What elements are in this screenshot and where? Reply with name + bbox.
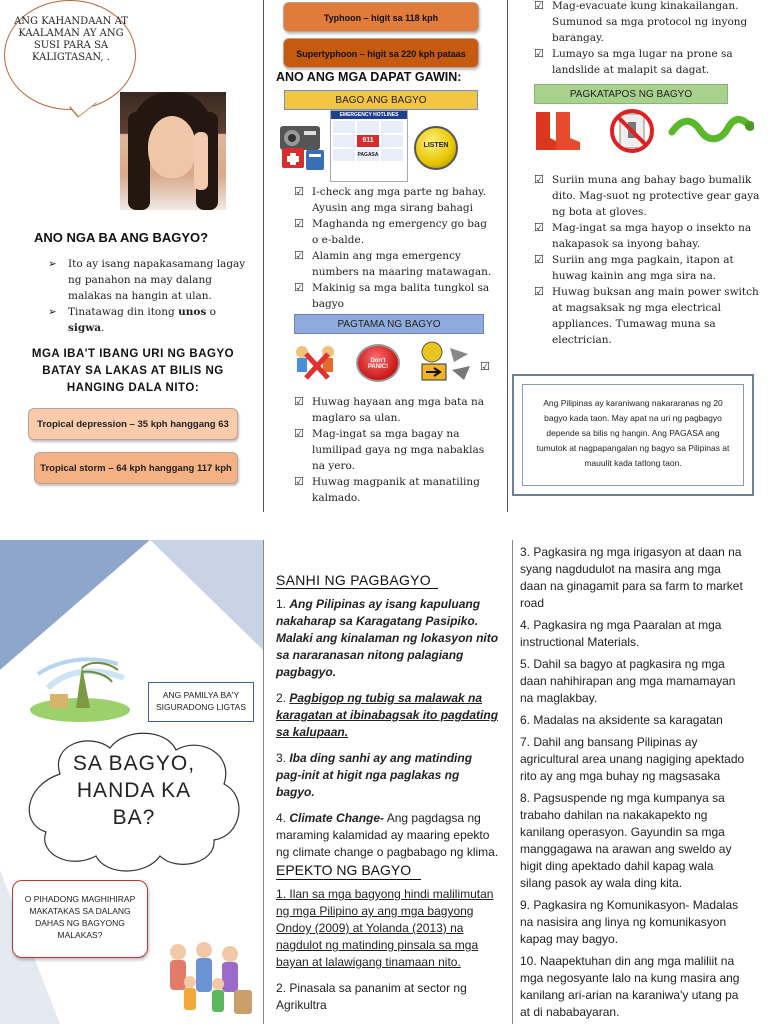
student-photo xyxy=(120,92,226,210)
typhoon-facts-text: Ang Pilipinas ay karaniwang nakararanas ng 20 bagyo kada taon. May apat na uri ng pagbagyo depende sa bilis ng hangin. Ang PAGASA ang tumutok at nagpapangalan ng bagyo sa Pilipinas at mauulit kada tatlong taon. xyxy=(536,398,730,468)
list-item: 4. Pagkasira ng mga Paaralan at mga instructional Materials. xyxy=(520,618,722,649)
typhoon-label: Typhoon – higit sa 118 kph xyxy=(283,2,479,32)
list-item: 3. Pagkasira ng mga irigasyon at daan na syang nagdudulot na masira ang mga daan na ginagamit para sa farm to market road xyxy=(520,545,743,610)
list-item: ☑ Huwag hayaan ang mga bata na maglaro sa ulan. xyxy=(294,395,484,424)
children-playing-icon xyxy=(288,342,346,384)
list-item: 6. Madalas na aksidente sa karagatan xyxy=(520,713,723,727)
rubber-boots-icon xyxy=(530,108,584,154)
list-item: 5. Dahil sa bagyo at pagkasira ng mga daan nahihirapan ang mga mamamayan na maglakbay. xyxy=(520,657,736,705)
list-item: 9. Pagkasira ng Komunikasyon- Madalas na nasisira ang linya ng komunikasyon kapag may bagyo. xyxy=(520,898,739,946)
after-typhoon-banner: PAGKATAPOS NG BAGYO xyxy=(534,84,728,104)
evacuate-list xyxy=(534,0,760,78)
what-to-do-heading: ANO ANG MGA DAPAT GAWIN: xyxy=(276,70,462,84)
list-item: ☑ I-check ang mga parte ng bahay. Ayusin ang mga sirang bahagi xyxy=(294,185,486,214)
flying-debris-icon xyxy=(410,340,472,384)
info-frame xyxy=(512,374,754,496)
tropical-depression-label: Tropical depression – 35 kph hanggang 63 xyxy=(28,408,238,440)
quote-text: ANG KAHANDAAN AT KAALAMAN AY ANG SUSI PARA SA KALIGTASAN, . xyxy=(14,16,128,63)
snake-icon xyxy=(668,114,754,144)
dont-panic-button-icon: Don't PANIC! xyxy=(356,344,400,382)
panel-divider-1 xyxy=(263,0,264,512)
windy-storm-illustration xyxy=(28,648,138,726)
list-item: 10. Naapektuhan din ang mga maliliit na mga negosyante lalo na kung masira ang kanilang ari-arian na karaniwa'y utang pa at di nababayaran. xyxy=(520,954,740,1019)
causes-list xyxy=(276,596,500,861)
title-cloud xyxy=(20,724,248,876)
effects-heading-underline xyxy=(276,879,421,880)
question-box: O PIHADONG MAGHIHIRAP MAKATAKAS SA DALANG DAHAS NG BAGYONG MALAKAS? xyxy=(12,880,148,958)
no-power-switch-icon xyxy=(606,108,658,154)
title-line-1: SA BAGYO, xyxy=(72,752,196,775)
panel-divider-2 xyxy=(507,0,508,512)
list-item: 3. Iba ding sanhi ay ang matinding pag-init at higit nga paglakas ng bagyo. xyxy=(276,751,473,799)
types-heading: MGA IBA'T IBANG URI NG BAGYO BATAY SA LAKAS AT BILIS NG HANGING DALA NITO: xyxy=(31,348,235,394)
title-line-3: BA? xyxy=(112,806,156,829)
family-illustration xyxy=(160,936,256,1020)
list-item: ☑ Mag-evacuate kung kinakailangan. Sumunod sa mga protocol ng inyong barangay. xyxy=(534,0,748,44)
before-typhoon-list xyxy=(294,184,494,312)
checkbox-icon: ☑ xyxy=(480,360,490,373)
before-typhoon-banner: BAGO ANG BAGYO xyxy=(284,90,478,110)
list-item: ☑ Suriin ang mga pagkain, itapon at huwag kainin ang mga sira na. xyxy=(534,253,734,282)
list-item: 7. Dahil ang bansang Pilipinas ay agricultural area unang nagiging apektado rito ay ang mga buhay ng magsasaka xyxy=(520,735,745,783)
tropical-storm-label: Tropical storm – 64 kph hanggang 117 kph xyxy=(34,452,238,484)
list-item: ☑ Huwag buksan ang main power switch at magsaksak ng mga electrical appliances. Tumawag muna sa electrician. xyxy=(534,285,759,346)
panel-divider-4 xyxy=(512,540,513,1024)
effects-list-continued xyxy=(520,544,746,1024)
list-item: ☑ Maghanda ng emergency go bag o e-balde. xyxy=(294,217,487,246)
title-line-2: HANDA KA xyxy=(76,779,192,802)
list-item: ☑ Huwag magpanik at manatiling kalmado. xyxy=(294,475,480,504)
causes-heading: SANHI NG PAGBAGYO xyxy=(276,572,431,588)
effects-list xyxy=(276,886,500,1014)
list-item: 2. Pinasala sa pananim at sector ng Agrikultra xyxy=(276,981,467,1012)
list-item: 2. Pagbigop ng tubig sa malawak na karagatan at ibinabagsak ito pagdating sa kalupaan. xyxy=(276,691,499,739)
after-typhoon-list xyxy=(534,172,760,348)
list-item: ☑ Alamin ang mga emergency numbers na maaring matawagan. xyxy=(294,249,492,278)
during-typhoon-banner: PAGTAMA NG BAGYO xyxy=(294,314,484,334)
list-item: ➢ Ito ay isang napakasamang lagay ng panahon na may dalang malakas na hangin at ulan. xyxy=(48,258,246,302)
family-safe-box: ANG PAMILYA BA'Y SIGURADONG LIGTAS xyxy=(148,682,254,722)
list-item: ☑ Mag-ingat sa mga hayop o insekto na nakapasok sa inyong bahay. xyxy=(534,221,752,250)
supertyphoon-label: Supertyphoon – higit sa 220 kph pataas xyxy=(283,38,479,68)
what-is-typhoon-heading: ANO NGA BA ANG BAGYO? xyxy=(34,230,209,245)
panel-divider-3 xyxy=(263,540,264,1024)
listen-button-icon: LISTEN xyxy=(414,126,458,170)
list-item: ☑ Lumayo sa mga lugar na prone sa landslide at malapit sa dagat. xyxy=(534,47,733,76)
effects-heading: EPEKTO NG BAGYO xyxy=(276,862,412,878)
list-item: ☑ Suriin muna ang bahay bago bumalik dito. Mag-suot ng protective gear gaya ng bota at gloves. xyxy=(534,173,760,218)
emergency-kit-icon xyxy=(276,118,328,176)
list-item: ➢ Tinatawag din itong unos o sigwa. xyxy=(48,306,216,334)
list-item: ☑ Makinig sa mga balita tungkol sa bagyo xyxy=(294,281,490,310)
list-item: 1. Ang Pilipinas ay isang kapuluang nakaharap sa Karagatang Pasipiko. Malaki ang kinalaman ng lokasyon nito sa nararanasan nitong palagiang pagbagyo. xyxy=(276,597,499,679)
list-item: 4. Climate Change- Ang pagdagsa ng maraming kalamidad ay maaring epekto ng climate change o pagbabago ng klima. xyxy=(276,811,499,859)
list-item: ☑ Mag-ingat sa mga bagay na lumilipad gaya ng mga nabaklas na yero. xyxy=(294,427,485,472)
typhoon-definition-list xyxy=(46,256,254,336)
emergency-hotlines-poster: EMERGENCY HOTLINES 911 PAGASA xyxy=(330,110,408,182)
list-item: 1. Ilan sa mga bagyong hindi malilimutan ng mga Pilipino ay ang mga bagyong Ondoy (2009) at Yolanda (2013) na nagdulot ng matinding pinsala sa mga bayan at lalawigang tinamaan nito. xyxy=(276,887,494,969)
causes-heading-underline xyxy=(276,588,438,589)
during-typhoon-list xyxy=(294,394,498,506)
list-item: 8. Pagsuspende ng mga kumpanya sa trabaho dahilan na nakakapekto ng kanilang operasyon. Gayundin sa mga manggagawa na arawan ang sweldo ay higit ding apektado dahil kapag wala silang pasok ay wala ding kita. xyxy=(520,791,732,890)
